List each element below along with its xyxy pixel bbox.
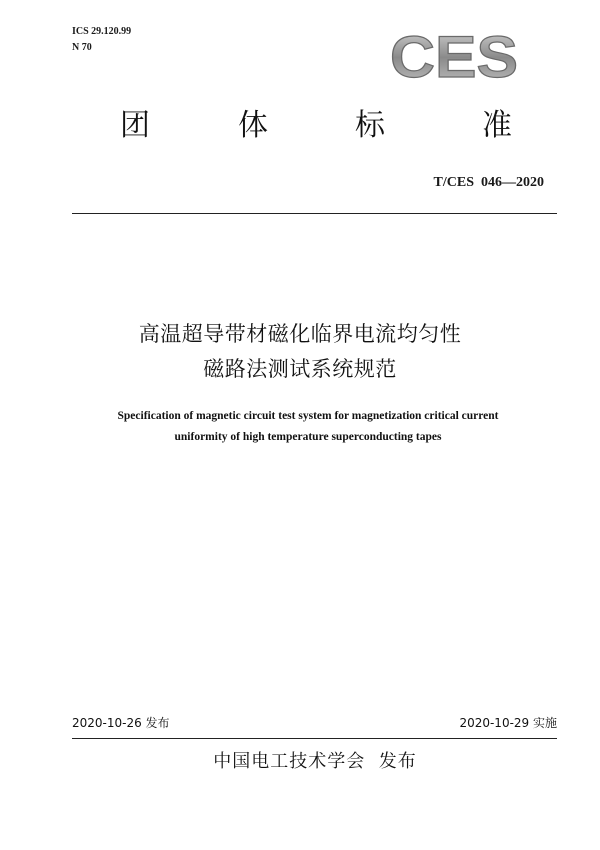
issue-date: 2020-10-26 发布 bbox=[72, 716, 170, 730]
standard-type-char: 体 bbox=[238, 108, 268, 143]
title-en-line1: Specification of magnetic circuit test system for magnetization critical current bbox=[117, 410, 499, 422]
implementation-date: 2020-10-29 实施 bbox=[459, 716, 557, 730]
standard-type-heading bbox=[72, 106, 532, 146]
title-zh-line1: 高温超导带材磁化临界电流均匀性 bbox=[138, 322, 462, 346]
ccs-code: N 70 bbox=[72, 42, 92, 53]
standard-type-char: 准 bbox=[482, 108, 512, 143]
standard-type-char: 团 bbox=[120, 108, 150, 143]
standard-type-char: 标 bbox=[355, 108, 385, 143]
publisher: 中国电工技术学会 发布 bbox=[213, 751, 417, 772]
ics-code: ICS 29.120.99 bbox=[72, 26, 132, 37]
top-divider bbox=[72, 213, 557, 214]
title-en-line2: uniformity of high temperature superconducting tapes bbox=[174, 431, 442, 443]
ces-logo bbox=[388, 30, 520, 84]
title-zh-line2: 磁路法测试系统规范 bbox=[203, 357, 397, 381]
ces-logo-text: CES bbox=[390, 30, 518, 84]
standard-number: T/CES 046—2020 bbox=[433, 175, 544, 190]
bottom-divider bbox=[72, 738, 557, 739]
